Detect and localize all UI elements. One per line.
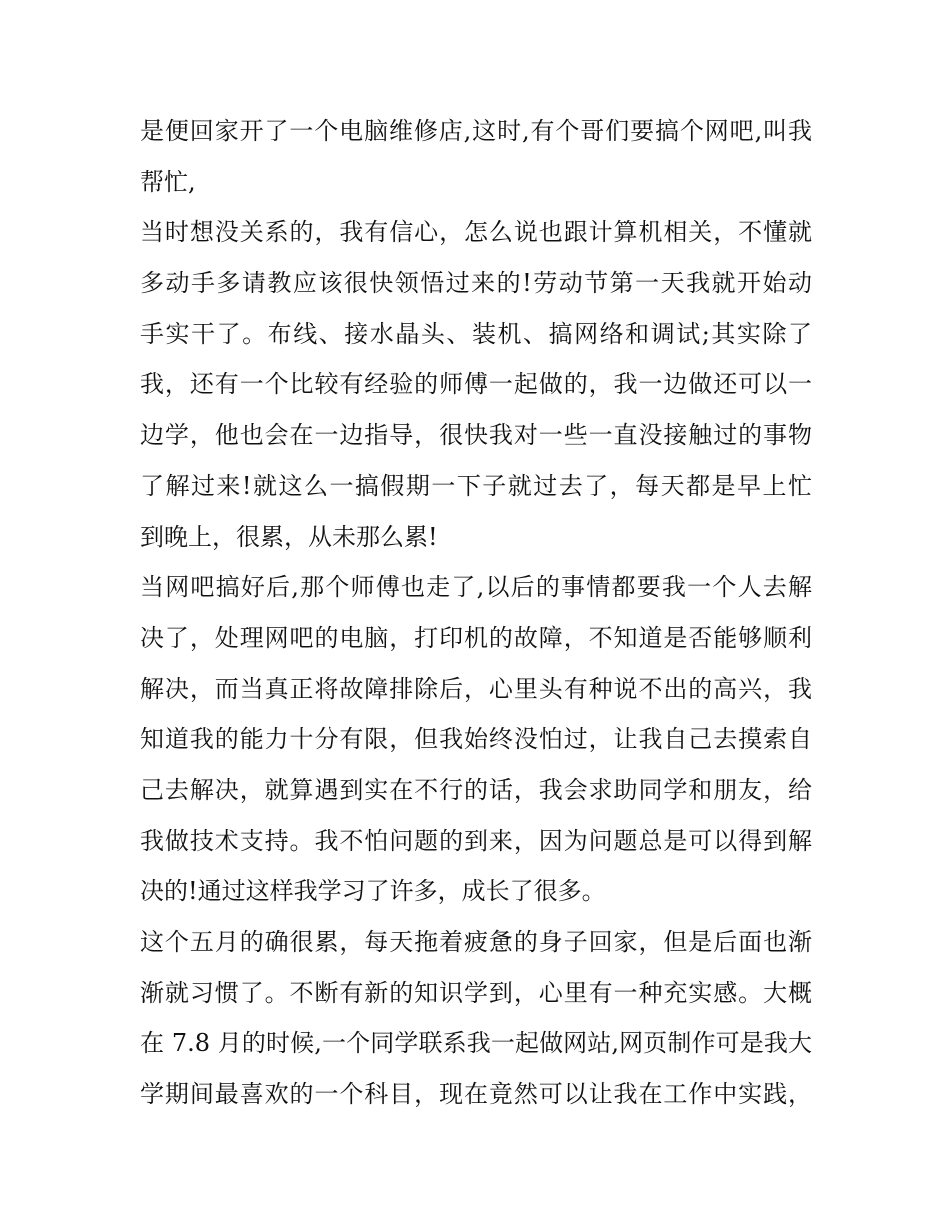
text-line: 决了，处理网吧的电脑，打印机的故障，不知道是否能够顺利 (140, 623, 812, 652)
text-line: 手实干了。布线、接水晶头、装机、搞网络和调试;其实除了 (140, 319, 812, 348)
text-line: 这个五月的确很累，每天拖着疲惫的身子回家，但是后面也渐 (140, 928, 812, 956)
text-line: 决的!通过这样我学习了许多，成长了很多。 (140, 877, 606, 906)
text-line: 边学，他也会在一边指导，很快我对一些一直没接触过的事物 (140, 421, 812, 450)
text-line: 知道我的能力十分有限，但我始终没怕过，让我自己去摸索自 (140, 725, 812, 754)
text-line: 是便回家开了一个电脑维修店,这时,有个哥们要搞个网吧,叫我 (140, 117, 812, 145)
text-line: 多动手多请教应该很快领悟过来的!劳动节第一天我就开始动 (140, 269, 812, 298)
text-line: 当时想没关系的，我有信心，怎么说也跟计算机相关，不懂就 (140, 218, 812, 247)
text-line: 帮忙, (140, 167, 196, 196)
text-line: 当网吧搞好后,那个师傅也走了,以后的事情都要我一个人去解 (140, 573, 812, 602)
text-line: 在 7.8 月的时候,一个同学联系我一起做网站,网页制作可是我大 (140, 1029, 812, 1058)
text-line: 我做技术支持。我不怕问题的到来，因为问题总是可以得到解 (140, 826, 812, 855)
text-line: 我，还有一个比较有经验的师傅一起做的，我一边做还可以一 (140, 370, 812, 399)
body-text (140, 106, 812, 1120)
text-line: 渐就习惯了。不断有新的知识学到，心里有一种充实感。大概 (140, 978, 812, 1007)
text-line: 解决，而当真正将故障排除后，心里头有种说不出的高兴，我 (140, 674, 812, 703)
text-line: 己去解决，就算遇到实在不行的话，我会求助同学和朋友，给 (140, 775, 812, 804)
text-line: 学期间最喜欢的一个科目，现在竟然可以让我在工作中实践， (140, 1080, 812, 1109)
text-line: 到晚上，很累，从未那么累! (140, 522, 438, 551)
text-line: 了解过来!就这么一搞假期一下子就过去了，每天都是早上忙 (140, 471, 812, 500)
